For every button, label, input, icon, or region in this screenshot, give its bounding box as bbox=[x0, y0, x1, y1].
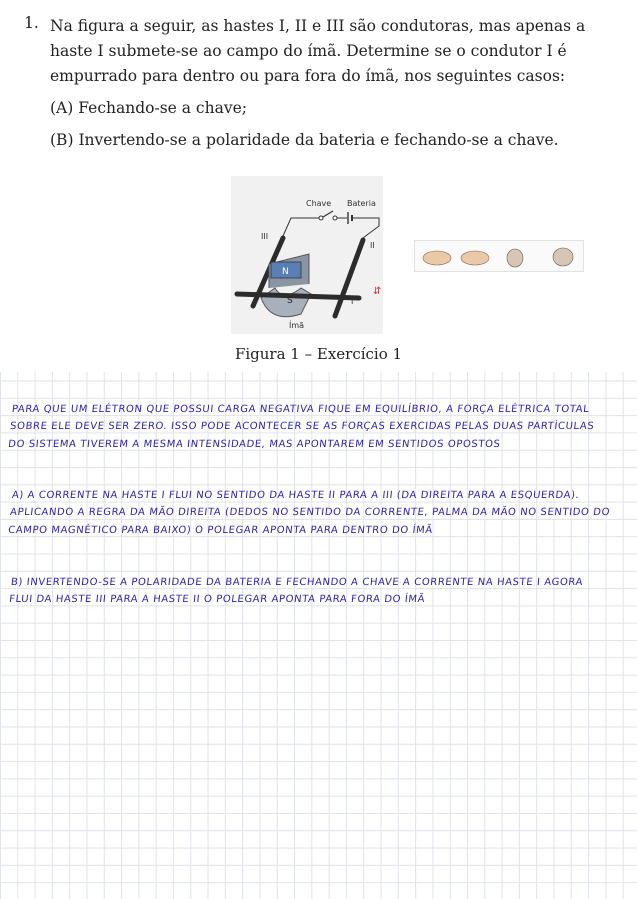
handwritten-line: CAMPO MAGNÉTICO PARA BAIXO) O POLEGAR APONTA PARA DENTRO DO ÍMÃ bbox=[7, 524, 434, 536]
question-text: Na figura a seguir, as hastes I, II e III são condutoras, mas apenas a haste I submete-se ao campo do ímã. Determine se o condutor I é empurrado para dentro ou para fora do ímã, nos seguintes casos: bbox=[50, 17, 586, 85]
handwritten-line: FLUI DA HASTE III PARA A HASTE II O POLEGAR APONTA PARA FORA DO ÍMÃ bbox=[8, 594, 426, 606]
label-ima: Ímã bbox=[289, 321, 305, 330]
hand-icon bbox=[423, 251, 451, 265]
hand-icon bbox=[461, 251, 489, 265]
option-a-text: Fechando-se a chave; bbox=[78, 99, 247, 117]
switch-contact-right bbox=[333, 216, 337, 220]
rod-ii bbox=[335, 240, 363, 316]
switch-lever bbox=[323, 211, 333, 217]
figure-caption: Figura 1 – Exercício 1 bbox=[234, 345, 403, 363]
label-pole-s: S bbox=[287, 296, 293, 306]
wire-left bbox=[283, 218, 321, 236]
wire-right bbox=[353, 218, 379, 238]
handwritten-line: DO SISTEMA TIVEREM A MESMA INTENSIDADE, MAS APONTAREM EM SENTIDOS OPOSTOS bbox=[7, 438, 502, 450]
question-number: 1. bbox=[24, 14, 39, 32]
handwritten-paragraph-1 bbox=[7, 401, 637, 453]
handwritten-paragraph-2 bbox=[7, 487, 637, 539]
handwritten-line: A) A CORRENTE NA HASTE I FLUI NO SENTIDO DA HASTE II PARA A III (DA DIREITA PARA A ESQUERDA). bbox=[11, 490, 580, 501]
handwritten-paragraph-3 bbox=[8, 574, 637, 609]
current-mark: ⇵ bbox=[373, 286, 382, 297]
thumb-icon bbox=[507, 249, 523, 267]
option-b-text: Invertendo-se a polaridade da bateria e fechando-se a chave. bbox=[78, 131, 559, 149]
label-haste-i: I bbox=[351, 297, 354, 306]
option-b bbox=[50, 131, 559, 149]
circuit-figure bbox=[231, 176, 383, 334]
label-haste-ii: II bbox=[370, 241, 375, 250]
hand-sketches bbox=[415, 241, 583, 271]
label-bateria: Bateria bbox=[347, 199, 376, 208]
handwritten-line: PARA QUE UM ELÉTRON QUE POSSUI CARGA NEGATIVA FIQUE EM EQUILÍBRIO, A FORÇA ELÉTRICA TOTAL bbox=[11, 404, 590, 415]
handwritten-line: APLICANDO A REGRA DA MÃO DIREITA (DEDOS NO SENTIDO DA CORRENTE, PALMA DA MÃO NO SENTIDO DO bbox=[9, 507, 611, 519]
option-b-label: (B) bbox=[50, 131, 74, 149]
option-a bbox=[50, 99, 247, 117]
right-hand-rule-sketch bbox=[414, 240, 584, 272]
label-chave: Chave bbox=[306, 199, 332, 208]
hand-icon bbox=[553, 248, 573, 266]
handwritten-line: SOBRE ELE DEVE SER ZERO. ISSO PODE ACONTECER SE AS FORÇAS EXERCIDAS PELAS DUAS PARTÍCULAS bbox=[9, 421, 595, 433]
printed-question-area bbox=[0, 0, 637, 372]
handwritten-line: B) INVERTENDO-SE A POLARIDADE DA BATERIA E FECHANDO A CHAVE A CORRENTE NA HASTE I AGORA bbox=[10, 577, 584, 588]
option-a-label: (A) bbox=[50, 99, 74, 117]
switch-contact-left bbox=[319, 216, 323, 220]
magnet-south-arm bbox=[261, 288, 311, 317]
label-haste-iii: III bbox=[261, 232, 269, 241]
circuit-diagram bbox=[231, 176, 383, 334]
label-pole-n: N bbox=[282, 267, 289, 277]
